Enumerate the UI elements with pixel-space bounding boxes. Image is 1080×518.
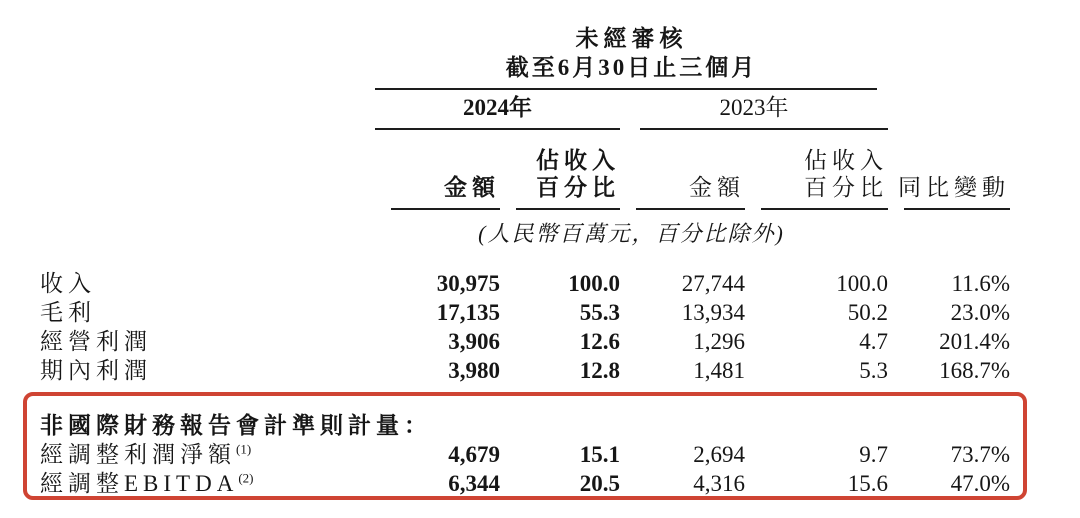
yoy-change: 168.7% [939,357,1010,383]
col-header-pct-2023: 佔收入 百分比 [804,147,888,200]
yoy-change: 73.7% [950,441,1010,467]
non-ifrs-section-header-row [40,410,1010,439]
table-row-adjusted-net-profit [40,439,1010,468]
table-row-profit-for-period [40,355,1010,384]
row-label: 經調整EBITDA [40,470,239,496]
row-label: 期內利潤 [40,357,152,383]
pct-2024: 15.1 [579,441,620,467]
pct-2024: 12.6 [579,328,620,354]
table-row-revenue [40,268,1010,297]
pct-2024: 12.8 [579,357,620,383]
amount-2024: 30,975 [436,270,500,296]
amount-2023: 1,296 [693,328,745,354]
pct-2023: 100.0 [836,270,888,296]
table-row-gross-profit [40,297,1010,326]
amount-2023: 13,934 [681,299,745,325]
year-header-row [40,90,1010,130]
pct-2024: 100.0 [568,270,620,296]
year-2024-header: 2024年 [463,94,532,120]
amount-2024: 6,344 [448,470,500,496]
pct-2023: 4.7 [859,328,888,354]
unit-note-row [40,210,1010,246]
table-row-operating-profit [40,326,1010,355]
table-row-adjusted-ebitda [40,468,1010,497]
amount-2024: 17,135 [436,299,500,325]
col-header-pct-2024: 佔收入 百分比 [536,147,620,200]
col-header-amount-2023: 金額 [689,174,745,200]
amount-2024: 3,980 [448,357,500,383]
amount-2023: 1,481 [693,357,745,383]
footnote-ref: (1) [236,440,252,456]
row-label: 收入 [40,270,96,296]
amount-2023: 27,744 [681,270,745,296]
pct-2023: 50.2 [847,299,888,325]
amount-2023: 4,316 [693,470,745,496]
yoy-change: 11.6% [951,270,1010,296]
row-label: 經營利潤 [40,328,152,354]
pct-2024: 55.3 [579,299,620,325]
amount-2023: 2,694 [693,441,745,467]
year-2023-header: 2023年 [719,94,789,120]
col-header-amount-2024: 金額 [444,174,500,200]
unaudited-title-row [40,16,1010,52]
yoy-change: 23.0% [950,299,1010,325]
pct-2024: 20.5 [579,470,620,496]
non-ifrs-section-header: 非國際財務報告會計準則計量： [40,412,432,438]
period-title-row [40,52,1010,90]
column-header-row [40,130,1010,210]
row-label: 經調整利潤淨額 [40,441,236,467]
pct-2023: 15.6 [847,470,888,496]
amount-2024: 4,679 [448,441,500,467]
unit-note: (人民幣百萬元，百分比除外) [478,220,785,246]
amount-2024: 3,906 [448,328,500,354]
unaudited-label: 未經審核 [575,25,688,51]
row-label: 毛利 [40,299,96,325]
pct-2023: 5.3 [859,357,888,383]
period-label: 截至6月30日止三個月 [505,54,758,80]
yoy-change: 47.0% [950,470,1010,496]
footnote-ref: (2) [238,469,254,485]
financial-summary-table [40,16,1010,497]
yoy-change: 201.4% [939,328,1010,354]
pct-2023: 9.7 [859,441,888,467]
col-header-yoy: 同比變動 [898,174,1010,200]
